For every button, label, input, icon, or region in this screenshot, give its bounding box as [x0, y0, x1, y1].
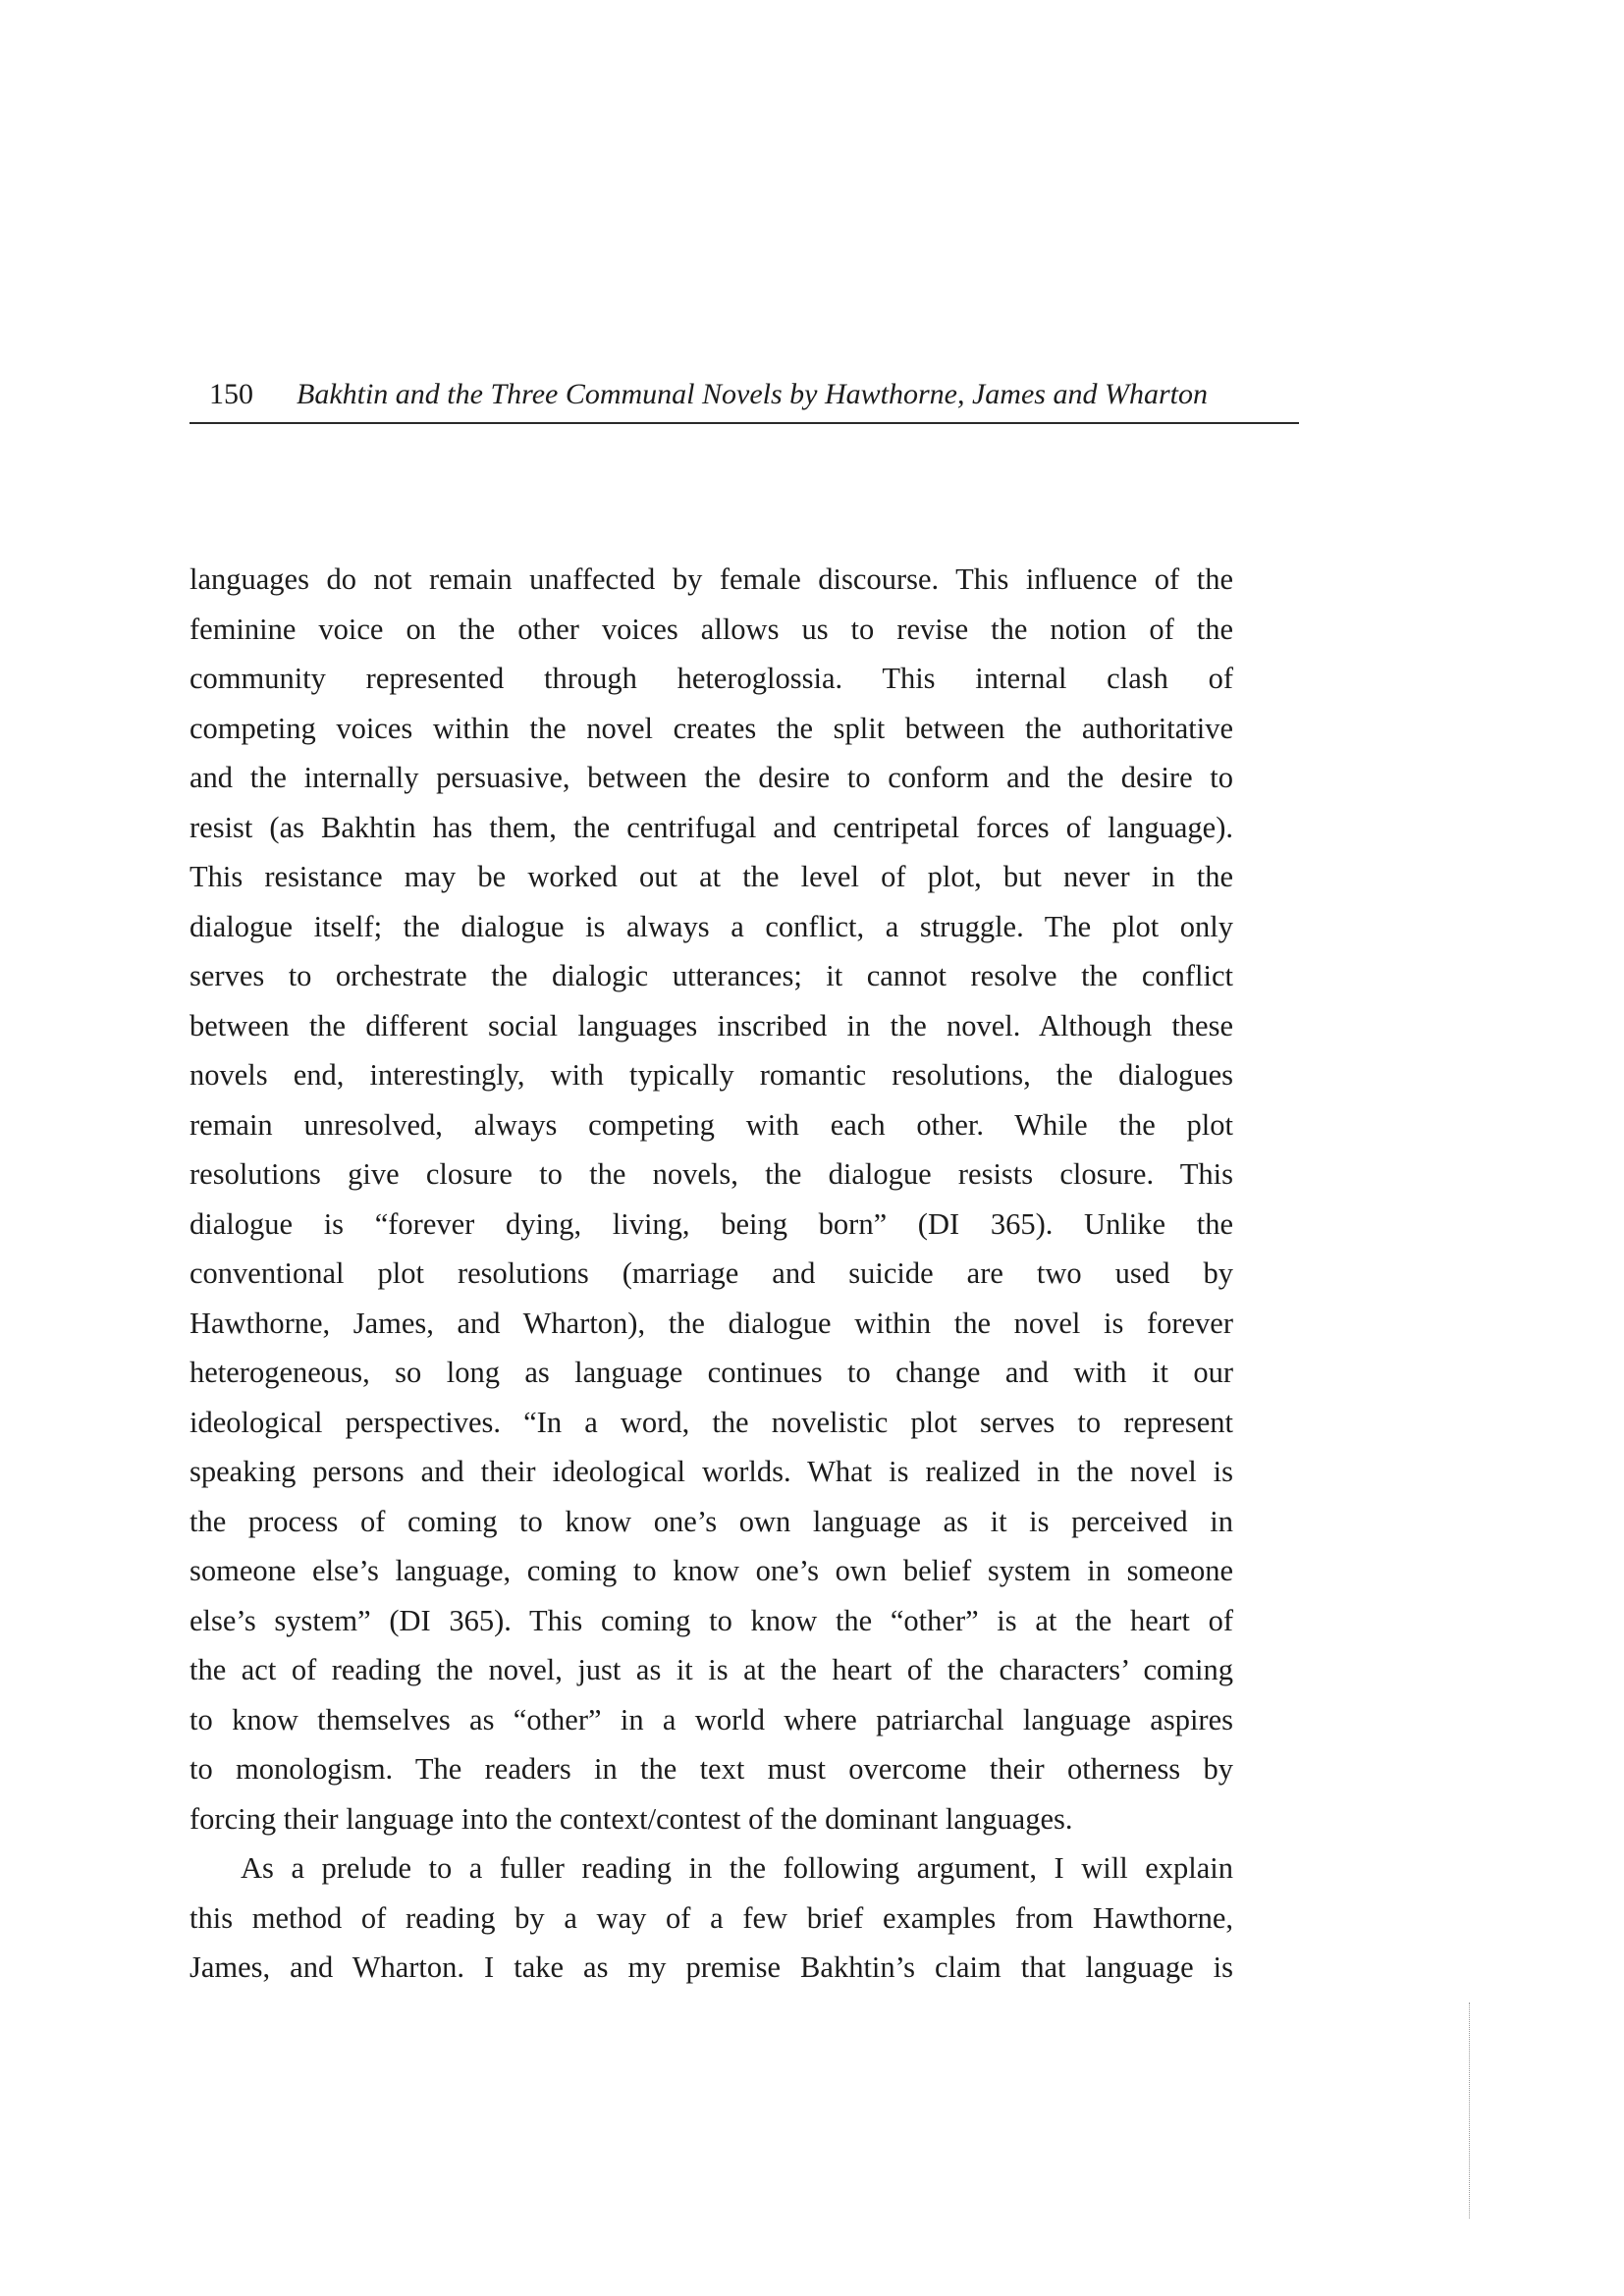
page-number: 150	[209, 378, 253, 410]
text-line: serves to orchestrate the dialogic utterances; it cannot resolve the conflict	[189, 959, 1233, 992]
text-line: languages do not remain unaffected by female discourse. This influence of the	[189, 562, 1233, 596]
text-line: dialogue itself; the dialogue is always a conflict, a struggle. The plot only	[189, 909, 1233, 943]
text-line: competing voices within the novel creates the split between the authoritative	[189, 711, 1233, 745]
text-line: heterogeneous, so long as language continues to change and with it our	[189, 1356, 1233, 1389]
text-line: resolutions give closure to the novels, the dialogue resists closure. This	[189, 1157, 1233, 1191]
text-line: ideological perspectives. “In a word, the novelistic plot serves to represent	[189, 1405, 1233, 1439]
text-line: As a prelude to a fuller reading in the following argument, I will explain	[241, 1851, 1233, 1885]
text-line: between the different social languages inscribed in the novel. Although these	[189, 1008, 1233, 1042]
body-text	[189, 555, 1233, 1993]
text-line: resist (as Bakhtin has them, the centrifugal and centripetal forces of language).	[189, 810, 1233, 844]
text-line: speaking persons and their ideological worlds. What is realized in the novel is	[189, 1455, 1233, 1488]
text-line: else’s system” (DI 365). This coming to know the “other” is at the heart of	[189, 1603, 1233, 1637]
text-line: to know themselves as “other” in a world where patriarchal language aspires	[189, 1702, 1233, 1736]
text-line: James, and Wharton. I take as my premise Bakhtin’s claim that language is	[189, 1950, 1233, 1984]
scan-edge-mark	[1469, 2002, 1470, 2218]
running-title: Bakhtin and the Three Communal Novels by Hawthorne, James and Wharton	[297, 378, 1208, 410]
text-line: conventional plot resolutions (marriage and suicide are two used by	[189, 1256, 1233, 1290]
paragraph	[189, 555, 1233, 1843]
paragraph	[189, 1843, 1233, 1993]
text-line: remain unresolved, always competing with each other. While the plot	[189, 1107, 1233, 1142]
text-line: dialogue is “forever dying, living, being born” (DI 365). Unlike the	[189, 1206, 1233, 1241]
text-line: someone else’s language, coming to know one’s own belief system in someone	[189, 1554, 1233, 1587]
text-line: this method of reading by a way of a few brief examples from Hawthorne,	[189, 1900, 1233, 1935]
text-line: Hawthorne, James, and Wharton), the dialogue within the novel is forever	[189, 1306, 1233, 1340]
running-head	[189, 373, 1299, 424]
text-line: to monologism. The readers in the text must overcome their otherness by	[189, 1752, 1233, 1786]
text-line: the process of coming to know one’s own language as it is perceived in	[189, 1504, 1233, 1538]
text-line: and the internally persuasive, between the desire to conform and the desire to	[189, 761, 1233, 794]
text-line: the act of reading the novel, just as it is at the heart of the characters’ coming	[189, 1653, 1233, 1686]
text-line: feminine voice on the other voices allows us to revise the notion of the	[189, 612, 1233, 646]
text-line: community represented through heteroglossia. This internal clash of	[189, 662, 1233, 695]
text-line: This resistance may be worked out at the level of plot, but never in the	[189, 860, 1233, 893]
text-line: forcing their language into the context/contest of the dominant languages.	[189, 1801, 1073, 1836]
text-line: novels end, interestingly, with typically romantic resolutions, the dialogues	[189, 1058, 1233, 1092]
